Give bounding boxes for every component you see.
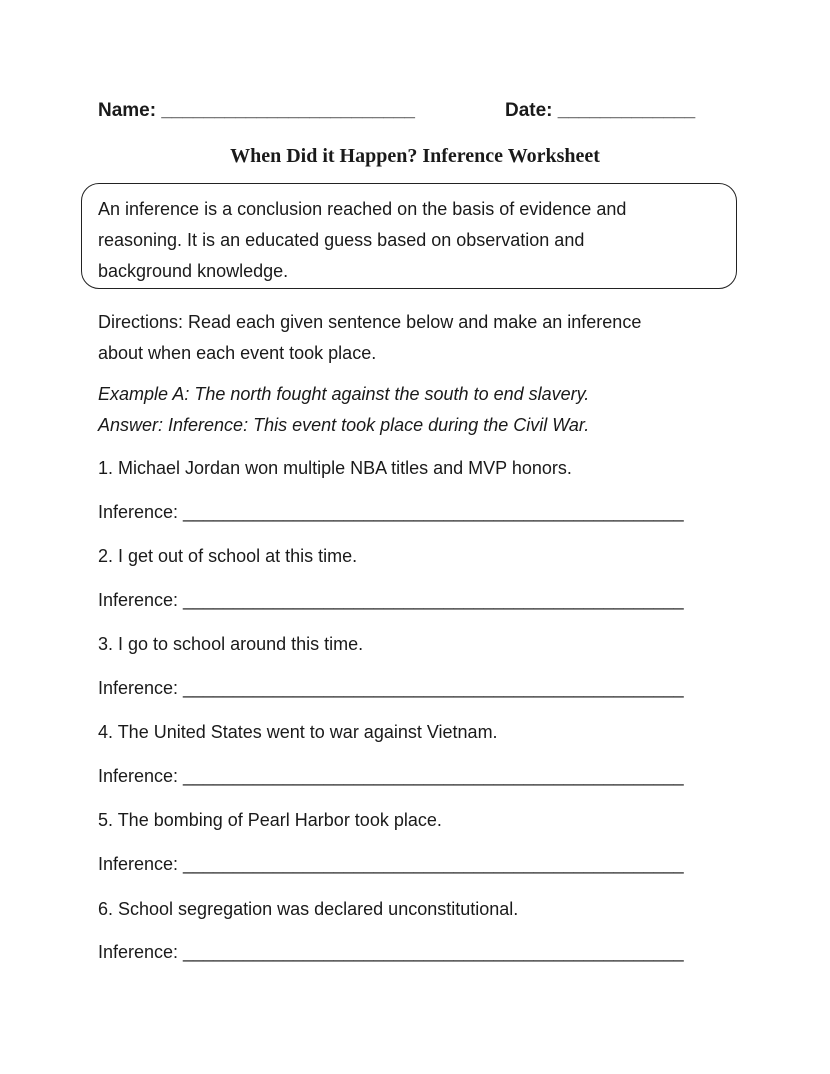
inference-answer-5[interactable]: Inference: __________________________________________________	[98, 854, 684, 874]
question-2: 2. I get out of school at this time.	[98, 546, 358, 566]
question-4: 4. The United States went to war against Vietnam.	[98, 722, 498, 742]
worksheet-title: When Did it Happen? Inference Worksheet	[230, 145, 600, 167]
inference-answer-4[interactable]: Inference: __________________________________________________	[98, 766, 684, 786]
inference-answer-2[interactable]: Inference: __________________________________________________	[98, 590, 684, 610]
directions-line: Directions: Read each given sentence below and make an inference	[98, 312, 642, 332]
header-row	[98, 100, 718, 126]
definition-box	[81, 183, 737, 289]
definition-line: An inference is a conclusion reached on the basis of evidence and	[98, 199, 627, 219]
inference-answer-3[interactable]: Inference: __________________________________________________	[98, 678, 684, 698]
definition-line: background knowledge.	[98, 261, 289, 281]
date-field[interactable]: Date: _____________	[505, 100, 696, 121]
definition-line: reasoning. It is an educated guess based on observation and	[98, 230, 585, 250]
question-5: 5. The bombing of Pearl Harbor took place.	[98, 810, 442, 830]
inference-answer-6[interactable]: Inference: __________________________________________________	[98, 942, 684, 962]
directions-line: about when each event took place.	[98, 343, 377, 363]
example-answer: Answer: Inference: This event took place during the Civil War.	[98, 415, 590, 435]
question-3: 3. I go to school around this time.	[98, 634, 364, 654]
question-1: 1. Michael Jordan won multiple NBA titles and MVP honors.	[98, 458, 572, 478]
question-6: 6. School segregation was declared unconstitutional.	[98, 899, 519, 919]
example-sentence: Example A: The north fought against the south to end slavery.	[98, 384, 590, 404]
inference-answer-1[interactable]: Inference: __________________________________________________	[98, 502, 684, 522]
directions	[98, 307, 738, 369]
name-field[interactable]: Name: ________________________	[98, 100, 415, 121]
example-block	[98, 379, 758, 441]
